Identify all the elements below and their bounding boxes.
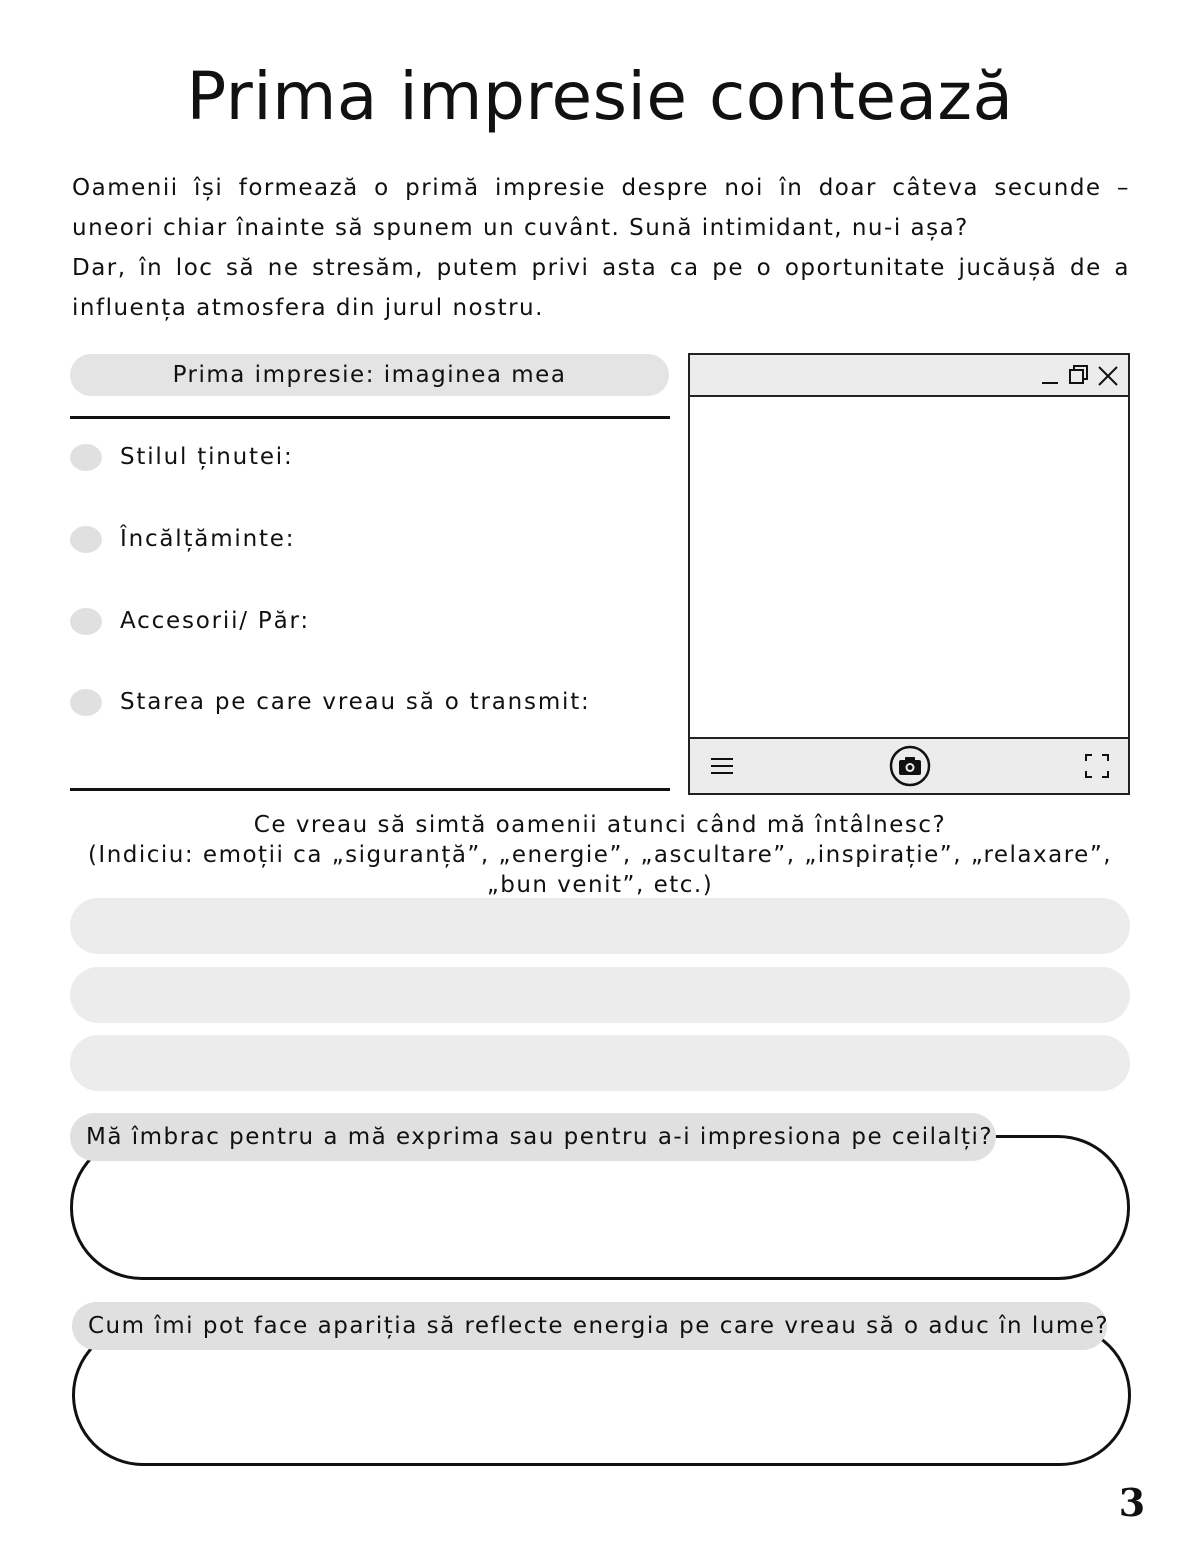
question-line: Ce vreau să simtă oamenii atunci când mă întâlnesc?	[253, 812, 947, 838]
answer-field[interactable]	[70, 1035, 1130, 1091]
page-title: Prima impresie contează	[186, 58, 1014, 135]
checklist-item-mood[interactable]	[70, 687, 591, 717]
camera-icon[interactable]	[889, 745, 931, 787]
restore-icon[interactable]	[1068, 364, 1090, 386]
fullscreen-icon[interactable]	[1084, 753, 1110, 779]
question-hint: „bun venit”, etc.)	[486, 872, 714, 898]
checklist-item-shoes[interactable]	[70, 524, 295, 554]
bullet-circle-icon	[70, 608, 102, 635]
window-footer	[690, 737, 1128, 793]
close-icon[interactable]	[1096, 364, 1120, 388]
menu-icon[interactable]	[709, 755, 735, 777]
photo-window[interactable]	[688, 353, 1130, 795]
intro-paragraph: Dar, în loc să ne stresăm, putem privi asta ca pe o oportunitate jucăușă de a influența atmosfera din jurul nostru.	[72, 255, 1130, 321]
bullet-circle-icon	[70, 444, 102, 471]
question-energy: Cum îmi pot face apariția să reflecte energia pe care vreau să o aduc în lume?	[72, 1302, 1107, 1350]
page-number: 3	[1118, 1480, 1146, 1525]
minimize-icon[interactable]	[1040, 366, 1060, 386]
checklist-label: Stilul ținutei:	[120, 444, 294, 470]
answer-field[interactable]	[70, 967, 1130, 1023]
divider	[70, 788, 670, 791]
checklist-item-accessories[interactable]	[70, 606, 310, 636]
checklist-item-outfit[interactable]	[70, 442, 294, 472]
divider	[70, 416, 670, 419]
bullet-circle-icon	[70, 689, 102, 716]
intro-text	[72, 168, 1130, 328]
question-hint: (Indiciu: emoții ca „siguranță”, „energie”, „ascultare”, „inspirație”, „relaxare”,	[87, 842, 1113, 868]
question-feelings	[70, 810, 1130, 900]
checklist-label: Accesorii/ Păr:	[120, 608, 310, 634]
question-dress: Mă îmbrac pentru a mă exprima sau pentru a-i impresiona pe ceilalți?	[70, 1113, 996, 1161]
checklist-label: Încălțăminte:	[120, 526, 296, 552]
bullet-circle-icon	[70, 526, 102, 553]
window-titlebar	[690, 355, 1128, 397]
intro-paragraph: Oamenii își formează o primă impresie despre noi în doar câteva secunde – uneori chiar înainte să spunem un cuvânt. Sună intimidant, nu-i așa?	[72, 175, 1130, 241]
checklist-label: Starea pe care vreau să o transmit:	[120, 689, 591, 715]
image-section-title: Prima impresie: imaginea mea	[70, 354, 669, 396]
answer-field[interactable]	[70, 898, 1130, 954]
